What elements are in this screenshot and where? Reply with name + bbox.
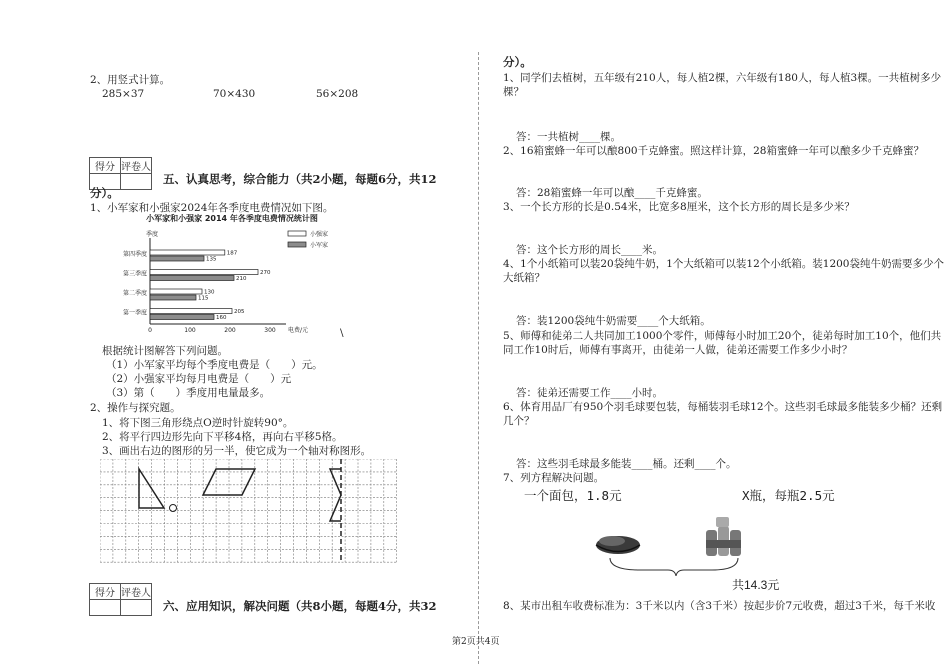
chart-questions-intro: 根据统计图解答下列问题。 — [102, 345, 228, 357]
bread-icon — [596, 536, 640, 554]
purchase-illustration — [590, 508, 760, 576]
bar-value-label: 270 — [260, 270, 271, 276]
problem-1-line-1: 1、同学们去植树，五年级有210人，每人植2棵，六年级有180人，每人植3棵。一共植树多少 — [503, 72, 942, 84]
total-price-label: 共14.3元 — [732, 578, 780, 592]
problem-6-line-1: 6、体育用品厂有950个羽毛球要包装，每桶装羽毛球12个。这些羽毛球最多能装多少桶？还剩 — [503, 401, 943, 413]
score-box-2 — [89, 583, 152, 616]
answer-3: 答：这个长方形的周长____米。 — [516, 244, 663, 256]
column-divider — [478, 52, 479, 664]
problem-4-line-2: 大纸箱？ — [503, 272, 545, 284]
bar-value-label: 205 — [234, 309, 245, 315]
bottles-icon — [706, 517, 741, 556]
legend-label: 小强家 — [310, 231, 329, 238]
chart-question-2: （2）小强家平均每月电费是（ ）元 — [106, 373, 292, 385]
question-1-text: 1、小军家和小强家2024年各季度电费情况如下图。 — [90, 202, 334, 214]
bar — [150, 289, 202, 294]
bar-value-label: 115 — [198, 295, 209, 302]
operation-item-1: 1、将下图三角形绕点O逆时针旋转90°。 — [102, 417, 294, 429]
problem-1-line-2: 棵？ — [503, 86, 524, 98]
answer-5: 答：徒弟还需要工作____小时。 — [516, 387, 663, 399]
calc-item-2: 70×430 — [213, 88, 256, 100]
x-tick-label: 0 — [148, 327, 152, 334]
bar — [150, 270, 258, 275]
section-5-title: 五、认真思考，综合能力（共2小题，每题6分，共12 — [163, 172, 437, 186]
x-tick-label: 200 — [224, 327, 236, 334]
bar — [150, 315, 214, 320]
electricity-bar-chart — [112, 212, 352, 337]
problem-2: 2、16箱蜜蜂一年可以酿800千克蜂蜜。照这样计算，28箱蜜蜂一年可以酿多少千克蜂蜜？ — [503, 145, 924, 157]
stray-mark: \ — [340, 327, 344, 339]
bar — [150, 309, 232, 314]
bar — [150, 295, 196, 300]
grader-label: 评卷人 — [121, 584, 152, 600]
half-figure-shape — [330, 469, 341, 521]
bar-value-label: 160 — [216, 315, 227, 321]
grader-label: 评卷人 — [121, 158, 152, 174]
section-5-title-cont: 分）。 — [90, 186, 119, 200]
operation-item-3: 3、画出右边的图形的另一半，使它成为一个轴对称图形。 — [102, 445, 372, 457]
bar — [150, 276, 234, 281]
bar-value-label: 187 — [226, 250, 238, 257]
y-axis-label: 季度 — [145, 231, 159, 238]
chart-question-1: （1）小军家平均每个季度电费是（ ）元。 — [106, 359, 323, 371]
x-tick-label: 100 — [184, 327, 196, 334]
bread-price-label: 一个面包，1.8元 — [524, 488, 622, 503]
operation-item-2: 2、将平行四边形先向下平移4格，再向右平移5格。 — [102, 431, 343, 443]
problem-4-line-1: 4、1个小纸箱可以装20袋纯牛奶，1个大纸箱可以装12个小纸箱。装1200袋纯牛奶需要多少个 — [503, 258, 944, 270]
geometry-grid — [100, 459, 410, 569]
bar-value-label: 130 — [204, 289, 215, 296]
bar-value-label: 135 — [206, 256, 217, 263]
answer-2: 答：28箱蜜蜂一年可以酿____千克蜂蜜。 — [516, 187, 708, 199]
score-label: 得分 — [90, 158, 121, 174]
grader-cell[interactable] — [121, 174, 152, 190]
calc-item-3: 56×208 — [316, 88, 359, 100]
answer-1: 答：一共植树____棵。 — [516, 131, 621, 143]
grader-cell[interactable] — [121, 600, 152, 616]
section-6-title-cont: 分）。 — [503, 55, 532, 69]
point-o — [170, 505, 177, 512]
legend-swatch — [288, 242, 306, 247]
problem-7: 7、列方程解决问题。 — [503, 472, 605, 484]
score-cell[interactable] — [90, 600, 121, 616]
x-axis-label: 电费/元 — [287, 327, 309, 334]
answer-4: 答：装1200袋纯牛奶需要____个大纸箱。 — [516, 315, 711, 327]
chart-title: 小军家和小强家 2014 年各季度电费情况统计图 — [146, 214, 318, 223]
problem-6-line-2: 几个？ — [503, 415, 535, 427]
category-label: 第四季度 — [122, 251, 147, 258]
x-tick-label: 300 — [264, 327, 276, 334]
answer-6: 答：这些羽毛球最多能装____桶。还剩____个。 — [516, 458, 737, 470]
bar — [150, 256, 204, 261]
section-6-title: 六、应用知识，解决问题（共8小题，每题4分，共32 — [163, 599, 437, 613]
page-footer: 第2页共4页 — [452, 637, 500, 647]
legend-swatch — [288, 231, 306, 236]
problem-3: 3、一个长方形的长是0.54米，比宽多8厘米，这个长方形的周长是多少米？ — [503, 201, 855, 213]
legend-label: 小军家 — [310, 242, 329, 249]
score-label: 得分 — [90, 584, 121, 600]
question-2-heading: 2、用竖式计算。 — [90, 74, 171, 86]
bar — [150, 250, 225, 255]
category-label: 第一季度 — [122, 309, 147, 317]
bottle-price-label: X瓶，每瓶2.5元 — [742, 488, 835, 503]
calc-item-1: 285×37 — [102, 88, 145, 100]
operation-heading: 2、操作与探究题。 — [90, 402, 181, 414]
category-label: 第三季度 — [122, 270, 147, 278]
problem-5-line-1: 5、师傅和徒弟二人共同加工1000个零件，师傅每小时加工20个，徒弟每时加工10个，他们共 — [503, 330, 942, 342]
brace-bracket — [610, 558, 738, 576]
chart-question-3: （3）第（ ）季度用电量最多。 — [106, 387, 271, 399]
problem-5-line-2: 同工作10时后，师傅有事离开，由徒弟一人做，徒弟还需要工作多少小时？ — [503, 344, 853, 356]
problem-8: 8、某市出租车收费标准为：3千米以内（含3千米）按起步价7元收费，超过3千米，每千米收 — [503, 600, 936, 612]
bar-value-label: 210 — [236, 276, 247, 282]
category-label: 第二季度 — [122, 290, 147, 297]
